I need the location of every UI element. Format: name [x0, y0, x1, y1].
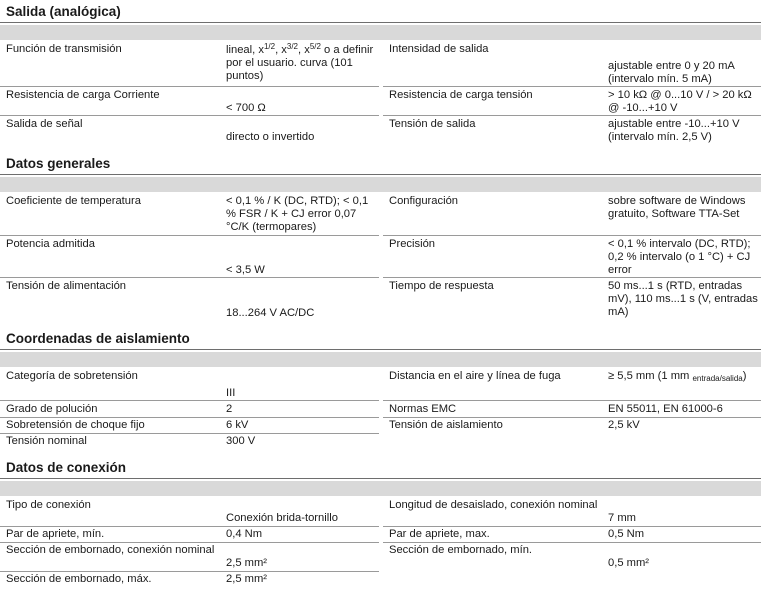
section-title: Coordenadas de aislamiento [6, 331, 190, 346]
table-row [0, 419, 761, 434]
value-coeficiente-temperatura: < 0,1 % / K (DC, RTD); < 0,1 % FSR / K + CJ error 0,07 °C/K (termopares) [226, 195, 369, 233]
section-rule [0, 349, 761, 350]
section-rule [0, 22, 761, 23]
row-divider [383, 526, 761, 527]
value-sobretension-choque: 6 kV [226, 419, 249, 431]
label-tension-salida: Tensión de salida [389, 118, 476, 130]
section-title: Datos de conexión [6, 460, 127, 475]
label-seccion-nominal: Sección de embornado, conexión nominal [6, 544, 215, 556]
value-tension-salida: ajustable entre -10...+10 V (intervalo mín. 2,5 V) [608, 118, 740, 143]
value-funcion-transmision: lineal, $x^{1/2}$, $x^{3/2}$, $x^{5/2}$ o a definir por el usuario. curva (101 puntos) [226, 42, 374, 82]
row-divider [0, 433, 379, 434]
value-precision: < 0,1 % intervalo (DC, RTD); 0,2 % intervalo (o 1 °C) + CJ error [608, 238, 751, 276]
label-tension-aislamiento: Tensión de aislamiento [389, 419, 503, 431]
value-resistencia-corriente: < 700 Ω [226, 102, 266, 114]
table-row [0, 403, 761, 418]
value-tipo-conexion: Conexión brida-tornillo [226, 512, 338, 524]
table-row [0, 544, 761, 572]
label-intensidad-salida: Intensidad de salida [389, 43, 489, 55]
row-divider [383, 417, 761, 418]
label-sobretension-choque: Sobretensión de choque fijo [6, 419, 145, 431]
value-seccion-min: 0,5 mm² [608, 557, 650, 569]
table-row [0, 435, 761, 450]
row-divider [0, 277, 379, 278]
section-band [0, 481, 761, 496]
value-tension-nominal: 300 V [226, 435, 256, 447]
label-tension-nominal: Tensión nominal [6, 435, 87, 447]
row-divider [383, 115, 761, 116]
value-par-apriete-min: 0,4 Nm [226, 528, 263, 540]
value-longitud-desaislado: 7 mm [608, 512, 636, 524]
table-row [0, 370, 761, 401]
table-row [0, 280, 761, 322]
row-divider [383, 235, 761, 236]
table-row [0, 89, 761, 116]
value-seccion-max: 2,5 mm² [226, 573, 268, 585]
value-intensidad-salida: ajustable entre 0 y 20 mA (intervalo mín. 5 mA) [608, 60, 735, 85]
value-grado-polucion: 2 [226, 403, 233, 415]
label-tipo-conexion: Tipo de conexión [6, 499, 91, 511]
label-salida-senal: Salida de señal [6, 118, 83, 130]
label-resistencia-tension: Resistencia de carga tensión [389, 89, 533, 101]
table-row [0, 238, 761, 278]
label-coeficiente-temperatura: Coeficiente de temperatura [6, 195, 141, 207]
table-row [0, 43, 761, 87]
section-band [0, 177, 761, 192]
section-band [0, 352, 761, 367]
label-seccion-max: Sección de embornado, máx. [6, 573, 152, 585]
value-tension-alimentacion: 18...264 V AC/DC [226, 307, 315, 319]
value-potencia-admitida: < 3,5 W [226, 264, 265, 276]
value-resistencia-tension: > 10 kΩ @ 0...10 V / > 20 kΩ @ -10...+10 V [608, 89, 752, 114]
label-par-apriete-min: Par de apriete, mín. [6, 528, 105, 540]
value-tiempo-respuesta: 50 ms...1 s (RTD, entradas mV), 110 ms...1 s (V, entradas mA) [608, 280, 758, 318]
label-tension-alimentacion: Tensión de alimentación [6, 280, 127, 292]
row-divider [0, 542, 379, 543]
row-divider [0, 417, 379, 418]
label-longitud-desaislado: Longitud de desaislado, conexión nominal [389, 499, 598, 511]
value-par-apriete-max: 0,5 Nm [608, 528, 645, 540]
table-row [0, 528, 761, 543]
section-band [0, 25, 761, 40]
value-configuracion: sobre software de Windows gratuito, Software TTA-Set [608, 195, 746, 220]
row-divider [383, 400, 761, 401]
section-title: Salida (analógica) [6, 4, 121, 19]
row-divider [383, 277, 761, 278]
label-potencia-admitida: Potencia admitida [6, 238, 95, 250]
value-salida-senal: directo o invertido [226, 131, 315, 143]
table-row [0, 573, 761, 588]
value-seccion-nominal: 2,5 mm² [226, 557, 268, 569]
label-normas-emc: Normas EMC [389, 403, 457, 415]
section-rule [0, 174, 761, 175]
row-divider [0, 400, 379, 401]
row-divider [0, 235, 379, 236]
label-funcion-transmision: Función de transmisión [6, 43, 122, 55]
section-title: Datos generales [6, 156, 111, 171]
label-seccion-min: Sección de embornado, mín. [389, 544, 533, 556]
value-normas-emc: EN 55011, EN 61000-6 [608, 403, 723, 415]
table-row [0, 118, 761, 146]
value-tension-aislamiento: 2,5 kV [608, 419, 640, 431]
label-resistencia-corriente: Resistencia de carga Corriente [6, 89, 160, 101]
value-distancia-aire: ≥ 5,5 mm (1 mm $_{entrada/salida}$) [608, 370, 747, 383]
label-grado-polucion: Grado de polución [6, 403, 98, 415]
row-divider [0, 526, 379, 527]
row-divider [0, 115, 379, 116]
label-par-apriete-max: Par de apriete, max. [389, 528, 490, 540]
row-divider [383, 86, 761, 87]
label-precision: Precisión [389, 238, 436, 250]
row-divider [0, 571, 379, 572]
row-divider [383, 542, 761, 543]
label-configuracion: Configuración [389, 195, 459, 207]
label-categoria-sobretension: Categoría de sobretensión [6, 370, 138, 382]
label-tiempo-respuesta: Tiempo de respuesta [389, 280, 494, 292]
section-rule [0, 478, 761, 479]
value-categoria-sobretension: III [226, 387, 236, 399]
label-distancia-aire: Distancia en el aire y línea de fuga [389, 370, 561, 382]
table-row [0, 195, 761, 236]
row-divider [0, 86, 379, 87]
table-row [0, 499, 761, 527]
